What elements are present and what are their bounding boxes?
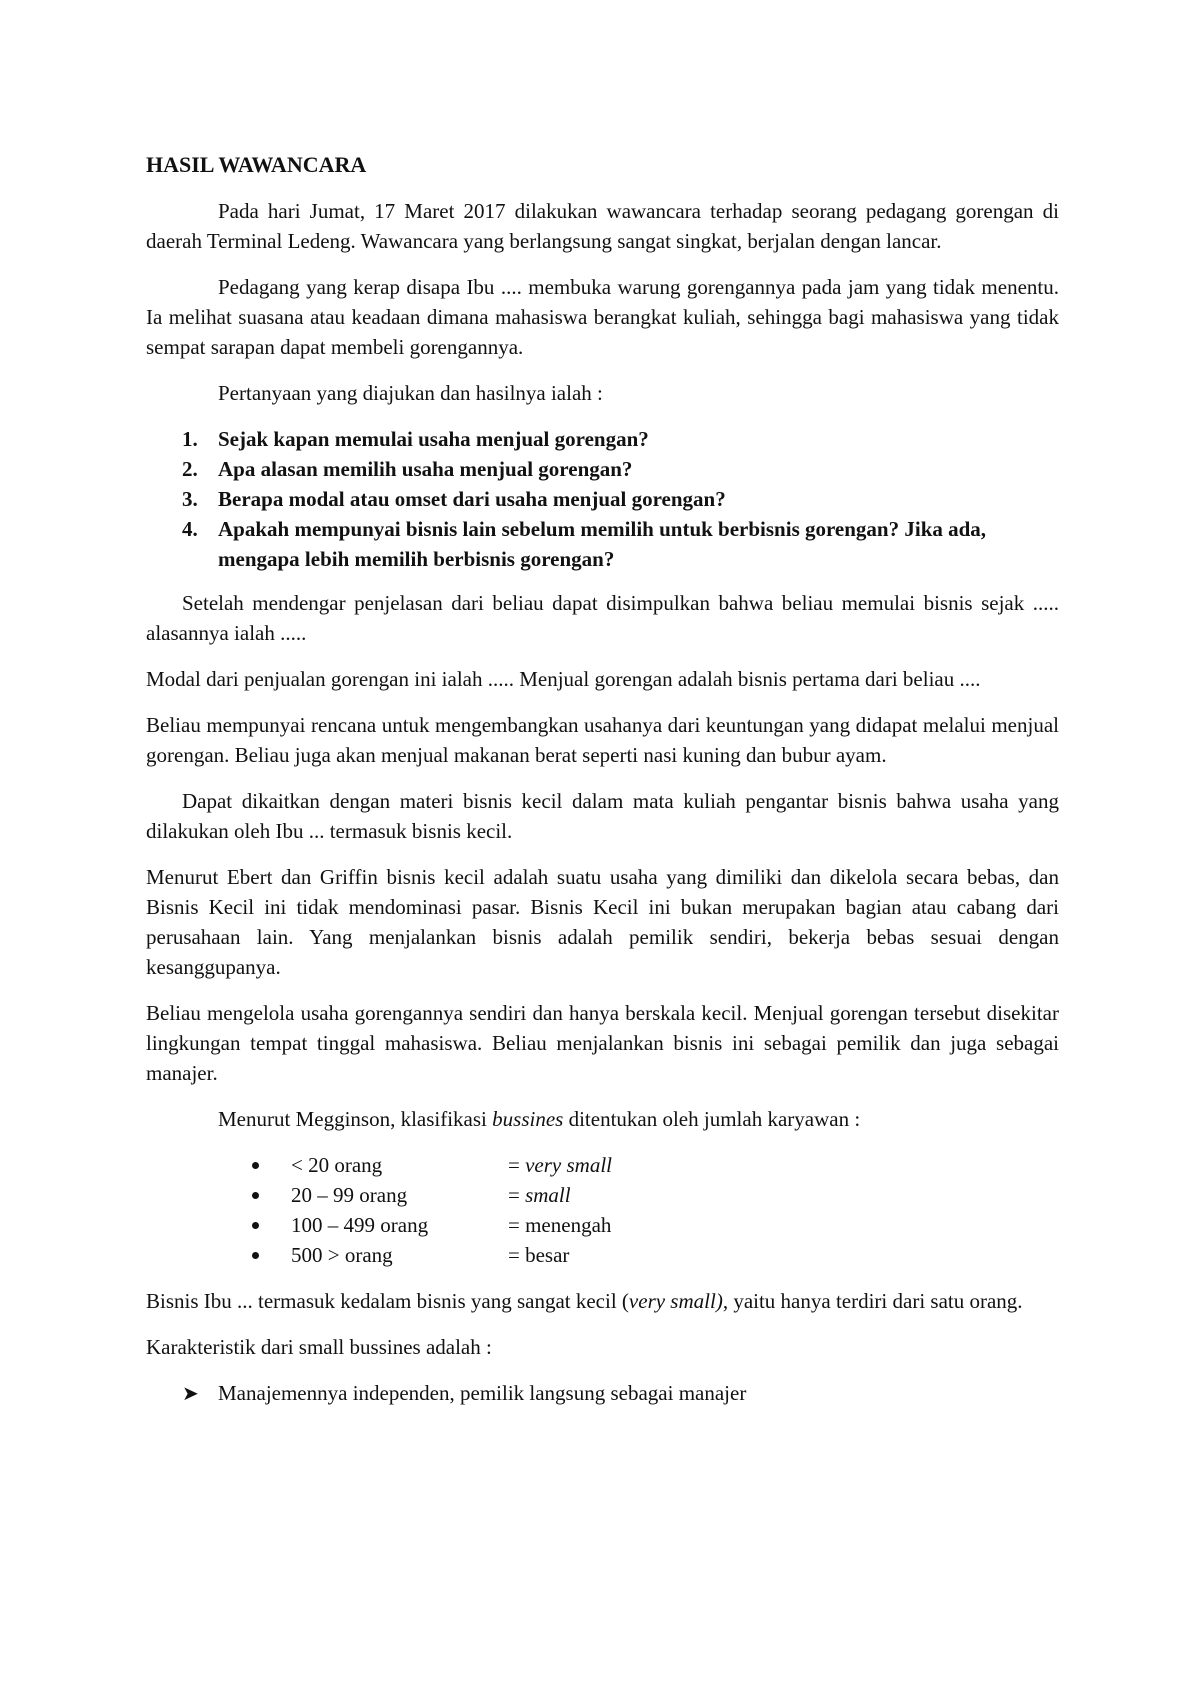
classification-equals: = bbox=[508, 1183, 526, 1207]
classification-list bbox=[146, 1150, 1059, 1270]
classification-range: < 20 orang bbox=[291, 1153, 383, 1177]
classification-equals: = bbox=[508, 1153, 526, 1177]
classification-range: 500 > orang bbox=[291, 1243, 393, 1267]
intro-paragraph-2: Pedagang yang kerap disapa Ibu .... membuka warung gorengannya pada jam yang tidak menentu. Ia melihat suasana atau keadaan dimana mahasiswa berangkat kuliah, sehingga bagi mahasiswa yang tidak sempat sarapan dapat membeli gorengannya. bbox=[146, 275, 1059, 359]
bullet-dot-icon bbox=[252, 1222, 259, 1229]
document-content bbox=[146, 150, 1059, 1408]
page-title: HASIL WAWANCARA bbox=[146, 152, 367, 177]
characteristics-list bbox=[146, 1378, 1059, 1408]
question-number: 4. bbox=[182, 517, 198, 541]
bullet-dot-icon bbox=[252, 1162, 259, 1169]
classification-item bbox=[146, 1180, 1059, 1210]
body-paragraph-5: Menurut Ebert dan Griffin bisnis kecil adalah suatu usaha yang dimiliki dan dikelola secara bebas, dan Bisnis Kecil ini tidak mendominasi pasar. Bisnis Kecil ini bukan merupakan bagian atau cabang dari perusahaan lain. Yang menjalankan bisnis adalah pemilik sendiri, bekerja bebas sesuai dengan kesanggupanya. bbox=[146, 865, 1059, 979]
intro-paragraph-3: Pertanyaan yang diajukan dan hasilnya ialah : bbox=[218, 381, 603, 405]
question-text: Apakah mempunyai bisnis lain sebelum memilih untuk berbisnis gorengan? Jika ada, mengapa lebih memilih berbisnis gorengan? bbox=[218, 517, 987, 571]
classification-category bbox=[508, 1180, 571, 1210]
question-item bbox=[146, 514, 1059, 574]
characteristic-item bbox=[146, 1378, 1059, 1408]
classification-equals: = bbox=[508, 1243, 526, 1267]
classification-range: 20 – 99 orang bbox=[291, 1183, 408, 1207]
classification-category bbox=[508, 1150, 612, 1180]
body-paragraph-2: Modal dari penjualan gorengan ini ialah ..... Menjual gorengan adalah bisnis pertama dari beliau .... bbox=[146, 667, 981, 691]
question-number: 3. bbox=[182, 487, 198, 511]
classification-equals: = bbox=[508, 1213, 526, 1237]
body-paragraph-3: Beliau mempunyai rencana untuk mengembangkan usahanya dari keuntungan yang didapat melalui menjual gorengan. Beliau juga akan menjual makanan berat seperti nasi kuning dan bubur ayam. bbox=[146, 713, 1059, 767]
characteristics-intro: Karakteristik dari small bussines adalah : bbox=[146, 1335, 492, 1359]
bullet-dot-icon bbox=[252, 1192, 259, 1199]
classification-category-label: small bbox=[525, 1183, 571, 1207]
conclusion-text-before: Bisnis Ibu ... termasuk kedalam bisnis yang sangat kecil ( bbox=[146, 1289, 629, 1313]
body-paragraph-4: Dapat dikaitkan dengan materi bisnis kecil dalam mata kuliah pengantar bisnis bahwa usaha yang dilakukan oleh Ibu ... termasuk bisnis kecil. bbox=[146, 789, 1059, 843]
body-paragraph-6: Beliau mengelola usaha gorengannya sendiri dan hanya berskala kecil. Menjual gorengan tersebut disekitar lingkungan tempat tinggal mahasiswa. Beliau menjalankan bisnis ini sebagai pemilik dan juga sebagai manajer. bbox=[146, 1001, 1059, 1085]
classification-category bbox=[508, 1210, 611, 1240]
classification-category-label: menengah bbox=[525, 1213, 612, 1237]
question-item bbox=[146, 424, 1059, 454]
question-list bbox=[146, 424, 1059, 574]
conclusion-italic-term: very small) bbox=[628, 1289, 723, 1313]
classification-item bbox=[146, 1210, 1059, 1240]
body-paragraph-7 bbox=[146, 1104, 1059, 1134]
p7-text-after: ditentukan oleh jumlah karyawan : bbox=[563, 1107, 861, 1131]
arrow-bullet-icon: ➤ bbox=[182, 1381, 199, 1405]
conclusion-text-after: , yaitu hanya terdiri dari satu orang. bbox=[722, 1289, 1023, 1313]
intro-paragraph-1: Pada hari Jumat, 17 Maret 2017 dilakukan wawancara terhadap seorang pedagang gorengan di daerah Terminal Ledeng. Wawancara yang berlangsung sangat singkat, berjalan dengan lancar. bbox=[146, 199, 1059, 253]
question-number: 1. bbox=[182, 427, 198, 451]
classification-category-label: besar bbox=[525, 1243, 570, 1267]
question-number: 2. bbox=[182, 457, 198, 481]
question-item bbox=[146, 454, 1059, 484]
classification-category-label: very small bbox=[525, 1153, 612, 1177]
question-text: Sejak kapan memulai usaha menjual gorengan? bbox=[218, 427, 649, 451]
characteristic-text: Manajemennya independen, pemilik langsung sebagai manajer bbox=[218, 1381, 747, 1405]
classification-range: 100 – 499 orang bbox=[291, 1213, 429, 1237]
question-text: Berapa modal atau omset dari usaha menjual gorengan? bbox=[218, 487, 726, 511]
classification-item bbox=[146, 1240, 1059, 1270]
p7-italic-term: bussines bbox=[492, 1107, 564, 1131]
bullet-dot-icon bbox=[252, 1252, 259, 1259]
classification-category bbox=[508, 1240, 569, 1270]
classification-item bbox=[146, 1150, 1059, 1180]
question-text: Apa alasan memilih usaha menjual gorengan? bbox=[218, 457, 633, 481]
question-item bbox=[146, 484, 1059, 514]
conclusion-paragraph bbox=[146, 1286, 1059, 1316]
body-paragraph-1: Setelah mendengar penjelasan dari beliau dapat disimpulkan bahwa beliau memulai bisnis sejak ..... alasannya ialah ..... bbox=[146, 591, 1059, 645]
p7-text-before: Menurut Megginson, klasifikasi bbox=[218, 1107, 493, 1131]
